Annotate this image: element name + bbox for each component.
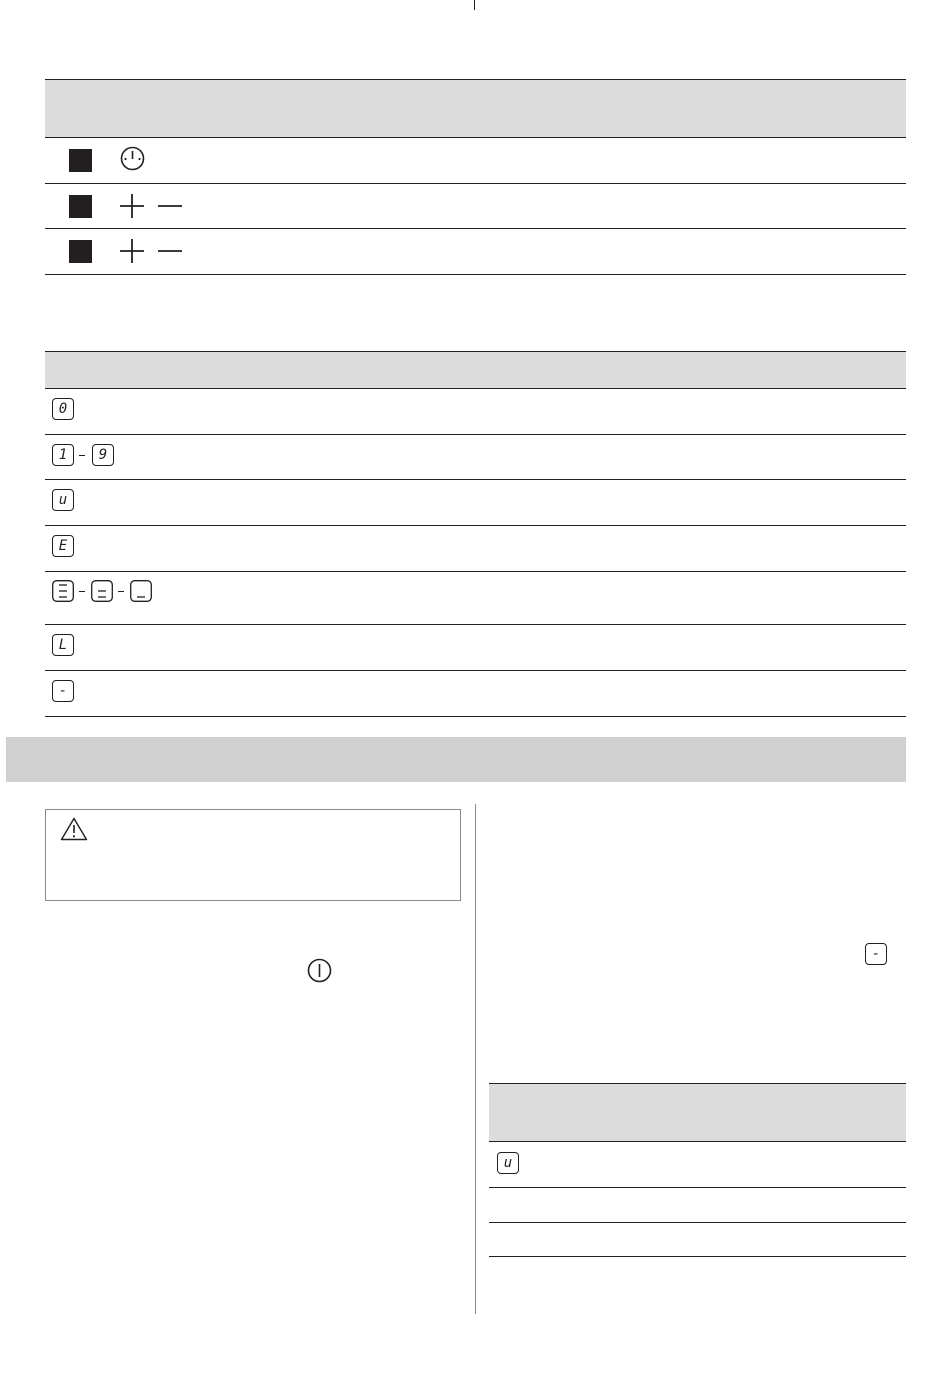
right-table-row-rule [489,1187,906,1188]
control-table-row-rule [45,183,906,184]
display-symbol-0: 0 [52,398,74,420]
right-table-header-rule [489,1141,906,1142]
minus-icon [157,193,183,219]
display-table-top-rule [45,351,906,352]
separator-dash [118,591,124,592]
display-symbol-e: E [52,535,74,557]
plus-icon [119,193,145,219]
display-symbol-u: u [497,1152,519,1174]
display-table-row-rule [45,434,906,435]
control-table-top-rule [45,79,906,80]
minus-icon [157,238,183,264]
display-table-row-rule [45,571,906,572]
black-square-icon [69,149,92,172]
section-heading-band [6,737,906,782]
display-symbol-minus: - [52,680,74,702]
control-table-header-rule [45,137,906,138]
display-table-row-rule [45,479,906,480]
power-icon [120,146,145,171]
power-icon [307,958,332,983]
display-table-row-rule [45,525,906,526]
column-separator [475,804,476,1314]
separator-dash [79,591,85,592]
black-square-icon [69,195,92,218]
display-symbol-9: 9 [92,444,114,466]
display-table-bottom-rule [45,716,906,717]
right-table-header [489,1084,906,1141]
display-table-row-rule [45,670,906,671]
black-square-icon [69,240,92,263]
right-table-row-rule [489,1222,906,1223]
plus-icon [119,238,145,264]
residual-heat-2-icon [91,580,113,602]
warning-triangle-icon [60,817,88,841]
display-symbol-u: u [52,489,74,511]
control-table-bottom-rule [45,274,906,275]
residual-heat-1-icon [130,580,152,602]
fold-mark [474,0,475,10]
warning-box [45,809,461,901]
display-table-row-rule [45,624,906,625]
control-table-header [45,80,906,137]
display-symbol-l: L [52,634,74,656]
right-table-bottom-rule [489,1256,906,1257]
display-table-header-rule [45,388,906,389]
residual-heat-3-icon [52,580,74,602]
display-table-header [45,352,906,388]
control-table-row-rule [45,228,906,229]
range-dash [79,455,85,456]
display-symbol-minus: - [865,943,887,965]
right-table-top-rule [489,1083,906,1084]
display-symbol-1: 1 [52,444,74,466]
